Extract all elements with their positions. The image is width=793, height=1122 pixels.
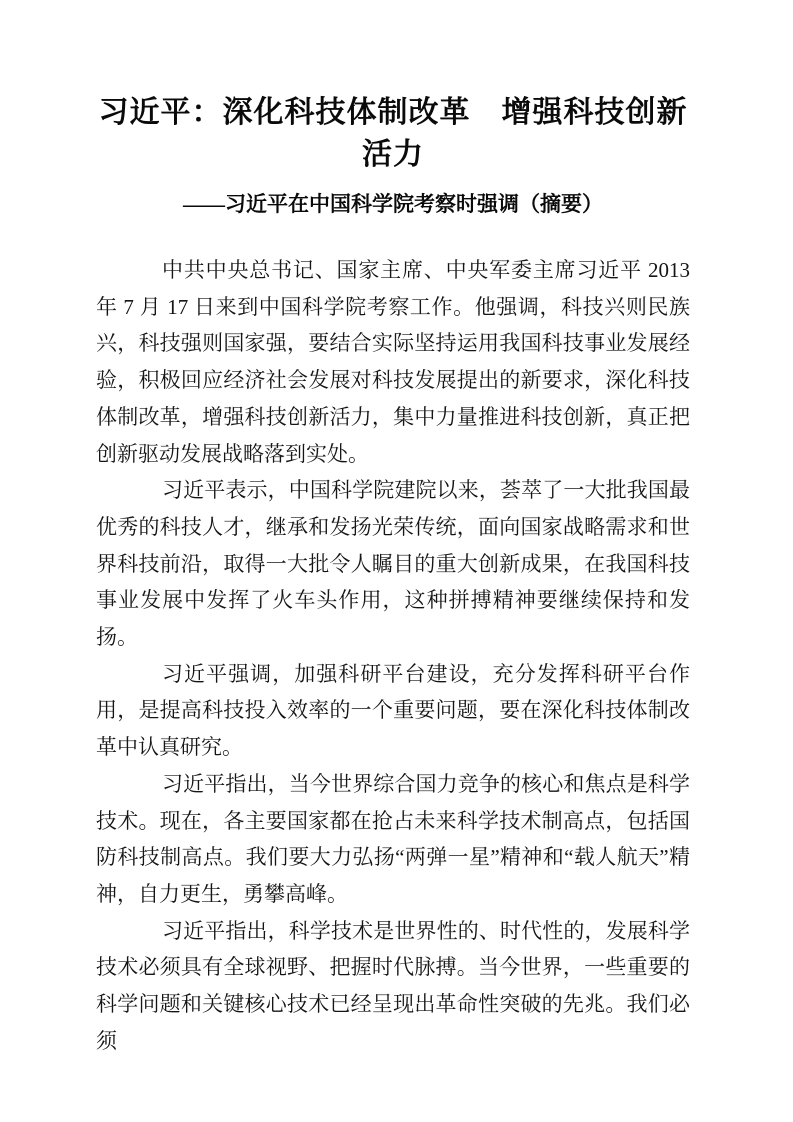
paragraph: 习近平强调，加强科研平台建设，充分发挥科研平台作用，是提高科技投入效率的一个重要问题，要在深化科技体制改革中认真研究。	[96, 661, 690, 760]
document-subtitle: ——习近平在中国科学院考察时强调（摘要）	[183, 192, 603, 216]
paragraph: 中共中央总书记、国家主席、中央军委主席习近平 2013 年 7 月 17 日来到中国科学院考察工作。他强调，科技兴则民族兴，科技强则国家强，要结合实际坚持运用我国科技事业发展经验，积极回应经济社会发展对科技发展提出的新要求，深化科技体制改革，增强科技创新活力，集中力量推进科技创新，真正把创新驱动发展战略落到实处。	[96, 258, 690, 466]
paragraph: 习近平指出，科学技术是世界性的、时代性的，发展科学技术必须具有全球视野、把握时代脉搏。当今世界，一些重要的科学问题和关键核心技术已经呈现出革命性突破的先兆。我们必须	[96, 918, 690, 1053]
paragraph: 习近平指出，当今世界综合国力竞争的核心和焦点是科学技术。现在，各主要国家都在抢占未来科学技术制高点，包括国防科技制高点。我们要大力弘扬“两弹一星”精神和“载人航天”精神，自力更生，勇攀高峰。	[96, 771, 690, 906]
paragraph: 习近平表示，中国科学院建院以来，荟萃了一大批我国最优秀的科技人才，继承和发扬光荣传统，面向国家战略需求和世界科技前沿，取得一大批令人瞩目的重大创新成果，在我国科技事业发展中发挥了火车头作用，这种拼搏精神要继续保持和发扬。	[96, 478, 690, 650]
document-title: 习近平：深化科技体制改革 增强科技创新活力	[98, 96, 688, 171]
document-body	[96, 252, 690, 1059]
